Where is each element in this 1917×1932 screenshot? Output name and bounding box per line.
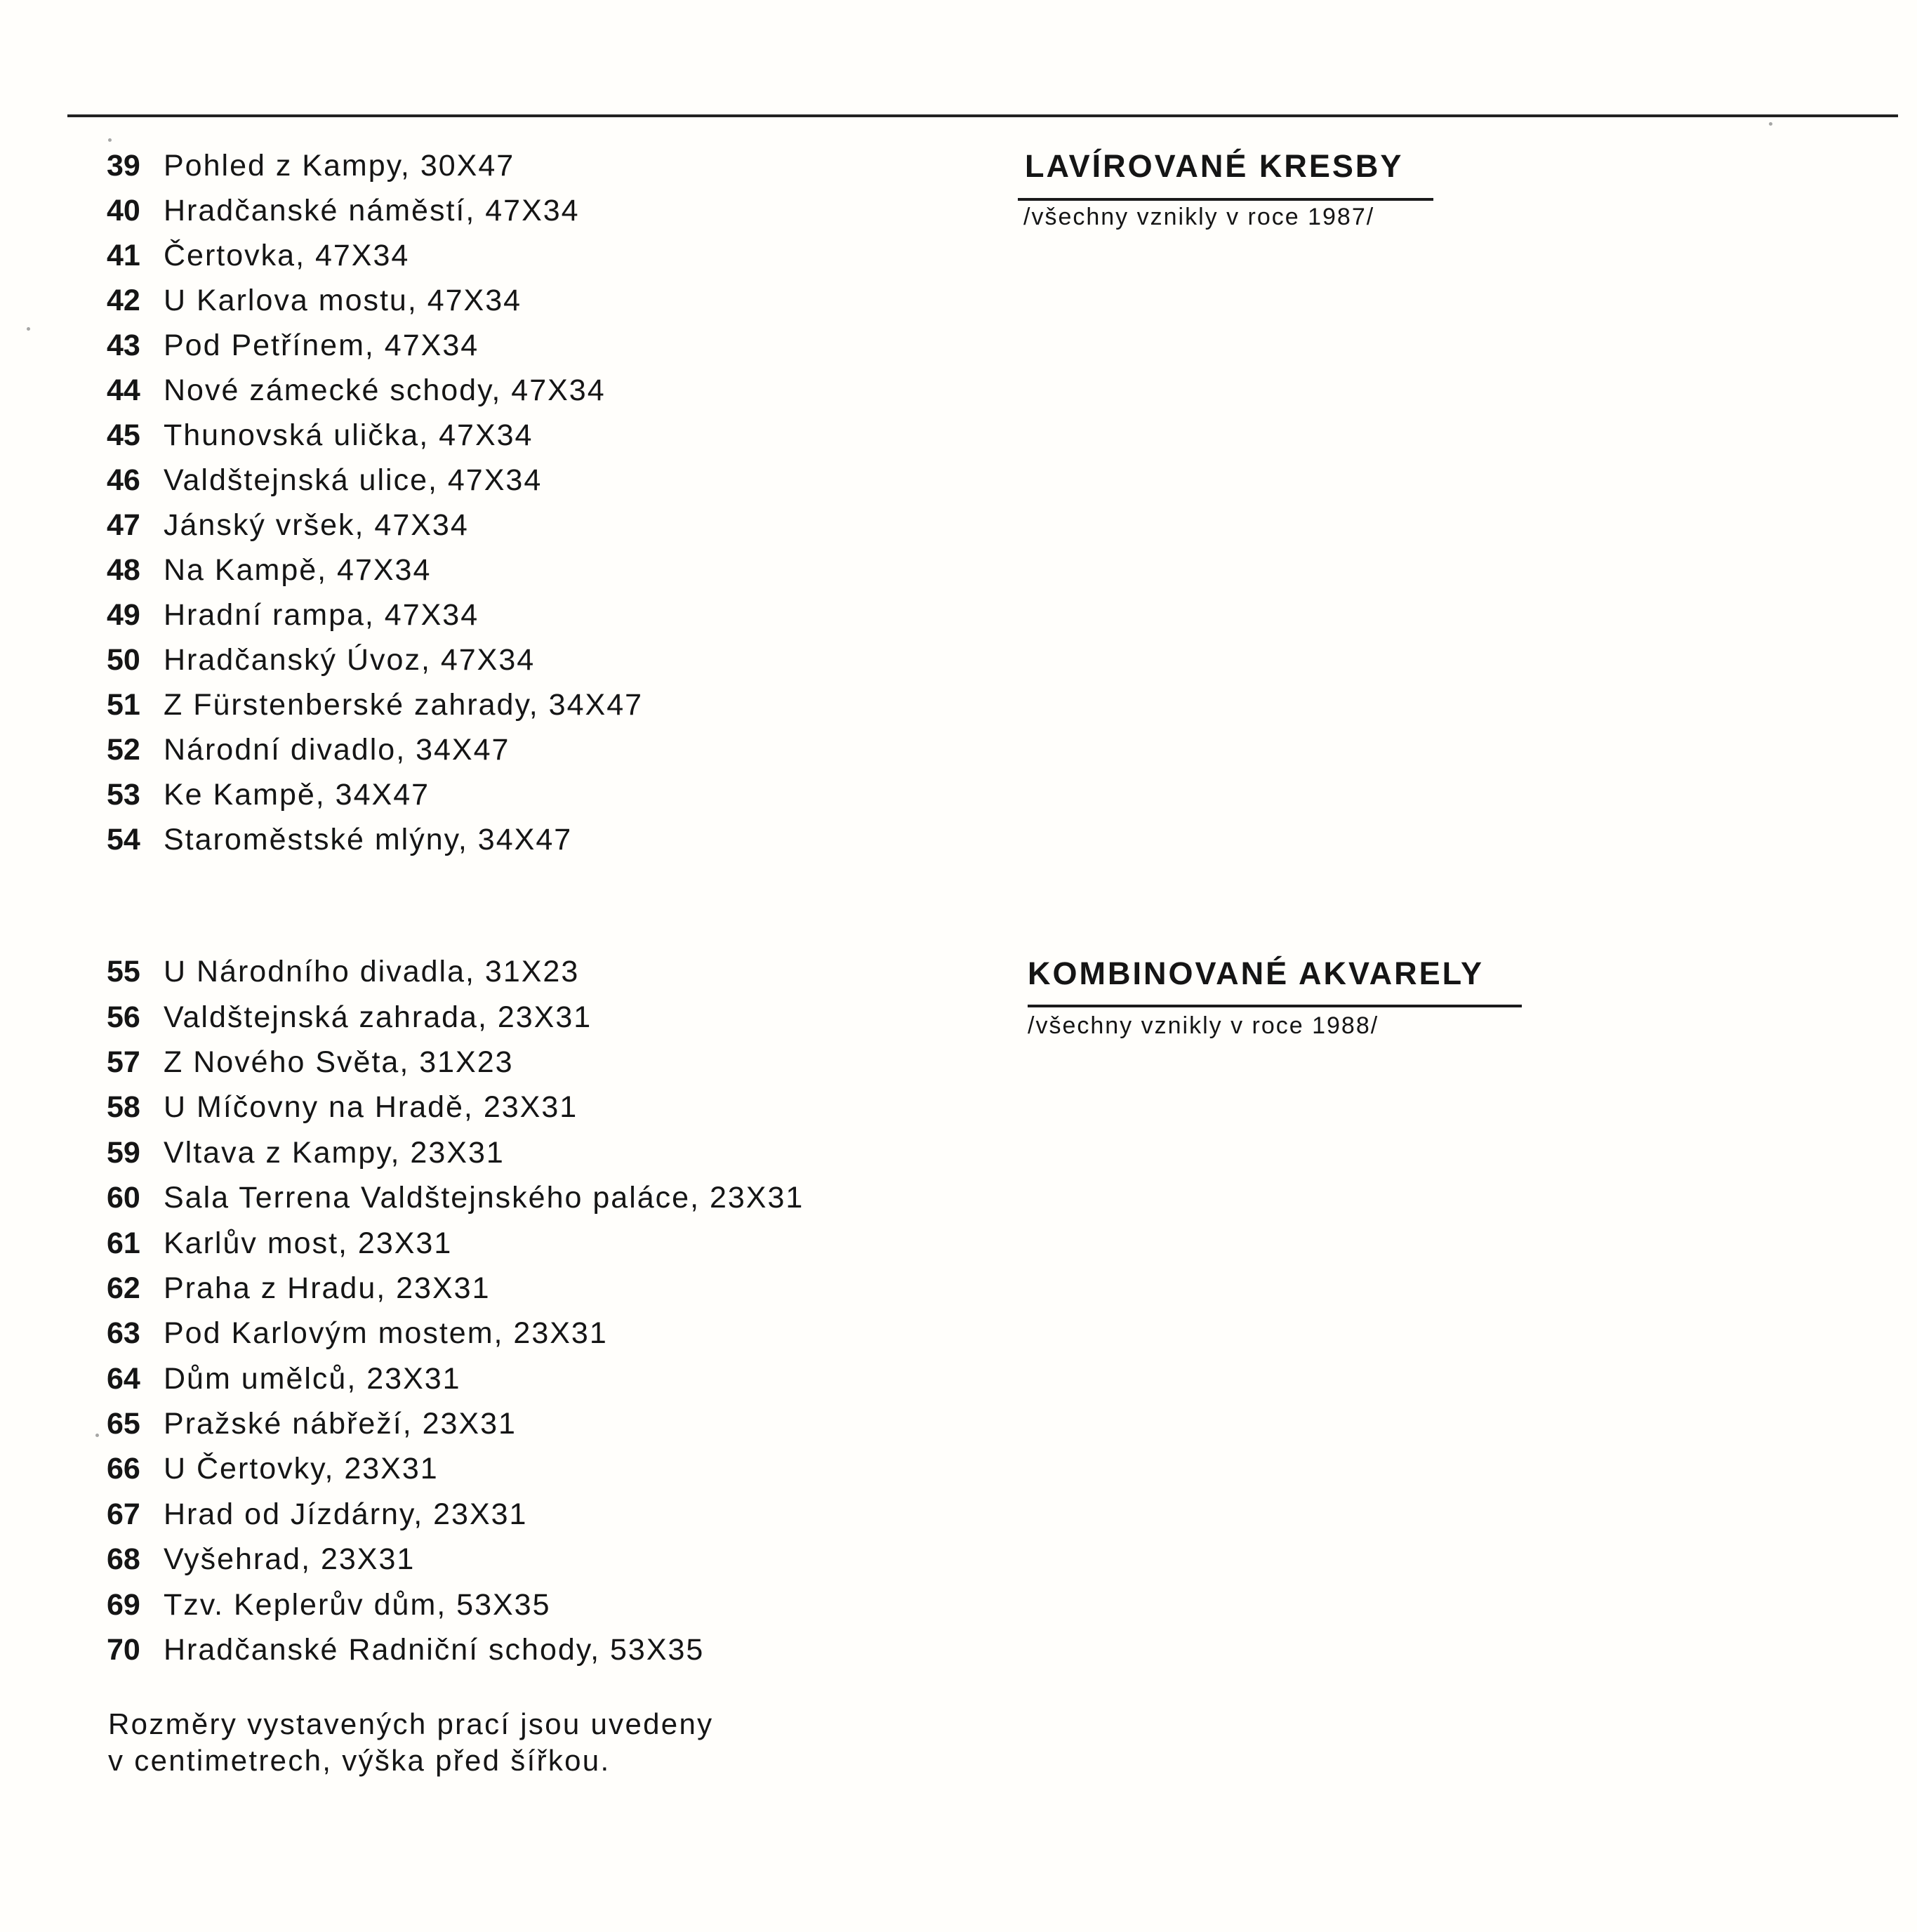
item-number: 44 [107, 373, 140, 407]
heading-underline [1018, 198, 1433, 201]
item-title: Hradní rampa, 47X34 [164, 598, 479, 632]
item-title: Pod Petřínem, 47X34 [164, 329, 479, 362]
item-title: Valdštejnská ulice, 47X34 [164, 463, 543, 497]
item-title: Hradčanské náměstí, 47X34 [164, 194, 580, 227]
item-title: Pod Karlovým mostem, 23X31 [164, 1316, 608, 1351]
catalog-item [107, 323, 643, 368]
item-title: U Míčovny na Hradě, 23X31 [164, 1090, 578, 1125]
item-number: 70 [107, 1633, 140, 1667]
item-title: Vltava z Kampy, 23X31 [164, 1135, 505, 1170]
catalog-item [107, 1220, 804, 1265]
catalog-item [107, 637, 643, 682]
catalog-item [107, 233, 643, 278]
catalog-item [107, 1130, 804, 1175]
catalog-item [107, 1311, 804, 1356]
catalog-item [107, 1401, 804, 1446]
catalog-item [107, 817, 643, 862]
catalog-item [107, 682, 643, 727]
item-title: Karlův most, 23X31 [164, 1226, 453, 1260]
catalog-item [107, 1627, 804, 1672]
item-number: 39 [107, 149, 140, 183]
item-title: Vyšehrad, 23X31 [164, 1542, 416, 1577]
item-number: 51 [107, 688, 140, 722]
item-title: Pohled z Kampy, 30X47 [164, 149, 515, 183]
catalog-item [107, 949, 804, 994]
item-title: U Národního divadla, 31X23 [164, 955, 580, 989]
catalog-item [107, 503, 643, 548]
catalog-item [107, 188, 643, 233]
item-number: 43 [107, 329, 140, 362]
catalog-item [107, 1356, 804, 1401]
item-title: Thunovská ulička, 47X34 [164, 418, 533, 452]
item-number: 62 [107, 1271, 140, 1305]
item-number: 66 [107, 1452, 140, 1486]
item-title: Čertovka, 47X34 [164, 239, 410, 272]
catalog-item [107, 1537, 804, 1582]
item-number: 58 [107, 1090, 140, 1125]
catalog-item [107, 458, 643, 503]
section-heading-watercolors: KOMBINOVANÉ AKVARELY [1028, 955, 1485, 991]
item-title: Sala Terrena Valdštejnského paláce, 23X31 [164, 1181, 804, 1215]
catalog-item [107, 994, 804, 1039]
item-number: 61 [107, 1226, 140, 1260]
item-title: Národní divadlo, 34X47 [164, 733, 510, 767]
item-title: Tzv. Keplerův dům, 53X35 [164, 1587, 551, 1622]
item-number: 64 [107, 1361, 140, 1396]
item-number: 47 [107, 508, 140, 542]
item-title: Z Fürstenberské zahrady, 34X47 [164, 688, 644, 722]
item-number: 67 [107, 1497, 140, 1531]
item-number: 63 [107, 1316, 140, 1351]
item-title: Jánský vršek, 47X34 [164, 508, 469, 542]
catalog-item [107, 413, 643, 458]
item-title: Hradčanský Úvoz, 47X34 [164, 643, 536, 677]
item-title: Pražské nábřeží, 23X31 [164, 1407, 517, 1441]
catalog-item [107, 368, 643, 413]
item-title: Praha z Hradu, 23X31 [164, 1271, 491, 1305]
heading-underline [1028, 1005, 1522, 1007]
item-number: 45 [107, 418, 140, 452]
item-number: 48 [107, 553, 140, 587]
item-title: Ke Kampě, 34X47 [164, 778, 430, 812]
section-year-note: /všechny vznikly v roce 1988/ [1028, 1012, 1379, 1039]
item-title: Nové zámecké schody, 47X34 [164, 373, 606, 407]
footnote-line: Rozměry vystavených prací jsou uvedeny [108, 1707, 714, 1740]
item-title: Hrad od Jízdárny, 23X31 [164, 1497, 528, 1531]
item-number: 65 [107, 1407, 140, 1441]
top-horizontal-rule [67, 114, 1898, 117]
item-number: 41 [107, 239, 140, 272]
catalog-item [107, 1085, 804, 1130]
item-number: 57 [107, 1045, 140, 1079]
item-title: Hradčanské Radniční schody, 53X35 [164, 1633, 705, 1667]
item-number: 40 [107, 194, 140, 227]
item-number: 68 [107, 1542, 140, 1577]
item-number: 52 [107, 733, 140, 767]
catalog-item [107, 143, 643, 188]
catalog-item [107, 593, 643, 637]
scan-speck [108, 138, 112, 142]
catalog-item [107, 1266, 804, 1311]
item-number: 54 [107, 823, 140, 856]
section-year-note: /všechny vznikly v roce 1987/ [1023, 204, 1375, 230]
item-number: 69 [107, 1587, 140, 1622]
section-heading-wash-drawings: LAVÍROVANÉ KRESBY [1025, 148, 1404, 184]
footnote-line: v centimetrech, výška před šířkou. [108, 1744, 611, 1777]
catalog-item [107, 548, 643, 593]
item-title: Na Kampě, 47X34 [164, 553, 432, 587]
item-number: 42 [107, 284, 140, 317]
catalog-item [107, 1175, 804, 1220]
item-title: U Čertovky, 23X31 [164, 1452, 439, 1486]
catalog-item [107, 772, 643, 817]
scan-speck [27, 327, 30, 331]
watercolors-list [107, 949, 804, 1672]
catalog-item [107, 278, 643, 323]
item-number: 55 [107, 955, 140, 989]
item-number: 46 [107, 463, 140, 497]
item-number: 49 [107, 598, 140, 632]
catalog-item [107, 1040, 804, 1085]
catalog-item [107, 1582, 804, 1627]
item-title: U Karlova mostu, 47X34 [164, 284, 522, 317]
drawings-list [107, 143, 643, 862]
catalog-item [107, 727, 643, 772]
item-number: 50 [107, 643, 140, 677]
dimensions-footnote [108, 1706, 713, 1779]
catalog-item [107, 1446, 804, 1491]
item-title: Staroměstské mlýny, 34X47 [164, 823, 573, 856]
item-number: 56 [107, 1000, 140, 1034]
item-title: Dům umělců, 23X31 [164, 1361, 461, 1396]
catalog-item [107, 1492, 804, 1537]
item-title: Z Nového Světa, 31X23 [164, 1045, 514, 1079]
item-title: Valdštejnská zahrada, 23X31 [164, 1000, 592, 1034]
item-number: 60 [107, 1181, 140, 1215]
item-number: 59 [107, 1135, 140, 1170]
item-number: 53 [107, 778, 140, 812]
scan-speck [1769, 122, 1772, 126]
scan-speck [95, 1434, 99, 1437]
